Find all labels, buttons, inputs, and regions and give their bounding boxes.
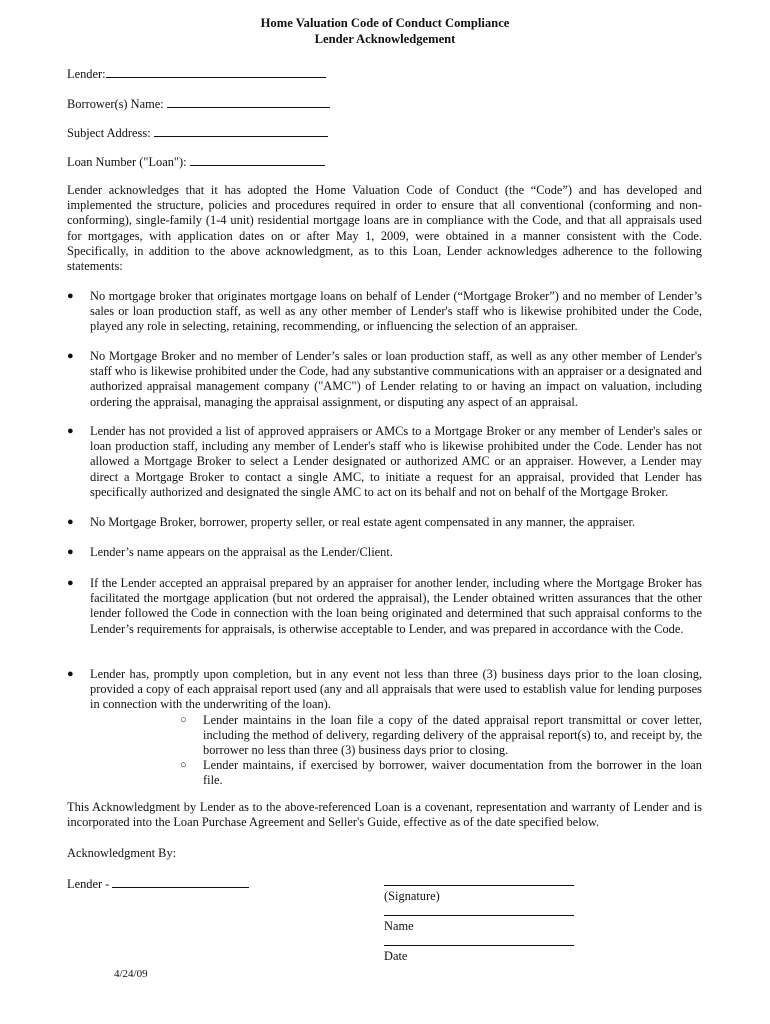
footer-date: 4/24/09: [114, 968, 148, 980]
loan-number-field: [67, 153, 325, 169]
bullet-icon: ●: [67, 577, 74, 589]
address-label: Subject Address:: [67, 126, 151, 140]
signature-line[interactable]: [384, 885, 574, 886]
bullet-text: If the Lender accepted an appraisal prepared by an appraiser for another lender, including where the Mortgage Broker has facilitated the mortgage application (but not ordered the appraisal), the Lender obtained written assurances that the other lender followed the Code in connection with the loan being originated and determined that such appraisal conforms to the Lender’s requirements for appraisals, is otherwise acceptable to Lender, and was prepared in accordance with the Code.: [90, 576, 702, 636]
address-input-line[interactable]: [154, 124, 328, 137]
bullet-icon: ●: [67, 425, 74, 437]
date-line[interactable]: [384, 945, 574, 946]
document-title: Home Valuation Code of Conduct Compliance: [260, 16, 510, 30]
bullet-text: No Mortgage Broker and no member of Lender’s sales or loan production staff, as well as any other member of Lender's staff who is likewise prohibited under the Code, had any substantive communications with an appraiser or a designated and authorized appraisal management company ("AMC") of Lender relating to or having an impact on valuation, including ordering the appraisal, managing the appraisal assignment, or disputing any aspect of an appraisal.: [90, 349, 702, 409]
bullet-icon: ●: [67, 668, 74, 680]
signature-label: (Signature): [384, 889, 440, 903]
bullet-text: No Mortgage Broker, borrower, property seller, or real estate agent compensated in any manner, the appraiser.: [90, 515, 636, 529]
borrower-label: Borrower(s) Name:: [67, 97, 164, 111]
lender-field: [67, 65, 326, 81]
sub-bullet-text: Lender maintains, if exercised by borrower, waiver documentation from the borrower in the loan file.: [203, 758, 702, 788]
borrower-input-line[interactable]: [167, 95, 330, 108]
bullet-icon: ●: [67, 350, 74, 362]
bullet-icon: ●: [67, 516, 74, 528]
lender-sign-label: Lender -: [67, 877, 110, 891]
closing-paragraph: This Acknowledgment by Lender as to the above-referenced Loan is a covenant, representation and warranty of Lender and is incorporated into the Loan Purchase Agreement and Seller's Guide, effective as of the date specified below.: [67, 800, 702, 830]
bullet-icon: ●: [67, 546, 74, 558]
loan-number-label: Loan Number ("Loan"):: [67, 155, 187, 169]
bullet-text: Lender has, promptly upon completion, but in any event not less than three (3) business days prior to the loan closing, provided a copy of each appraisal report used (any and all appraisals that were used to establish value for lending purposes in connection with the underwriting of the loan).: [90, 667, 702, 712]
bullet-text: No mortgage broker that originates mortgage loans on behalf of Lender (“Mortgage Broker”) and no member of Lender’s sales or loan production staff, as well as any other member of Lender's staff who is likewise prohibited under the Code, played any role in selecting, retaining, recommending, or influencing the selection of an appraiser.: [90, 289, 702, 334]
circle-bullet-icon: ○: [180, 759, 187, 771]
acknowledgment-by: Acknowledgment By:: [67, 846, 177, 860]
lender-sign-input-line[interactable]: [112, 875, 249, 888]
lender-sign-field: [67, 875, 249, 891]
loan-number-input-line[interactable]: [190, 153, 325, 166]
name-line[interactable]: [384, 915, 574, 916]
lender-input-line[interactable]: [106, 65, 326, 78]
address-field: [67, 124, 328, 140]
name-label: Name: [384, 919, 414, 933]
document-subtitle: Lender Acknowledgement: [314, 32, 456, 46]
bullet-icon: ●: [67, 290, 74, 302]
circle-bullet-icon: ○: [180, 714, 187, 726]
lender-label: Lender:: [67, 67, 106, 81]
borrower-field: [67, 95, 330, 111]
sub-bullet-text: Lender maintains in the loan file a copy of the dated appraisal report transmittal or cover letter, including the method of delivery, regarding delivery of the appraisal report(s) to, and receipt by, the borrower no less than three (3) business days prior to closing.: [203, 713, 702, 758]
bullet-text: Lender’s name appears on the appraisal as the Lender/Client.: [90, 545, 393, 559]
date-label: Date: [384, 949, 408, 963]
intro-paragraph: Lender acknowledges that it has adopted the Home Valuation Code of Conduct (the “Code”) and has developed and implemented the structure, policies and procedures required in order to ensure that all conventional (conforming and non-conforming), single-family (1-4 unit) residential mortgage loans are in compliance with the Code, and that all appraisals used for mortgages, with application dates on or after May 1, 2009, were obtained in a manner consistent with the Code. Specifically, in addition to the above acknowledgment, as to this Loan, Lender acknowledges adherence to the following statements:: [67, 183, 702, 274]
bullet-text: Lender has not provided a list of approved appraisers or AMCs to a Mortgage Broker or any member of Lender's sales or loan production staff, including any member of Lender's staff who is likewise prohibited under the Code. Lender has not allowed a Mortgage Broker to select a Lender designated or authorized AMC or an appraiser. However, a Lender may direct a Mortgage Broker to contact a single AMC, to initiate a request for an appraisal, provided that Lender has specifically authorized and designated the single AMC to act on its behalf and not on behalf of the Mortgage Broker.: [90, 424, 702, 499]
